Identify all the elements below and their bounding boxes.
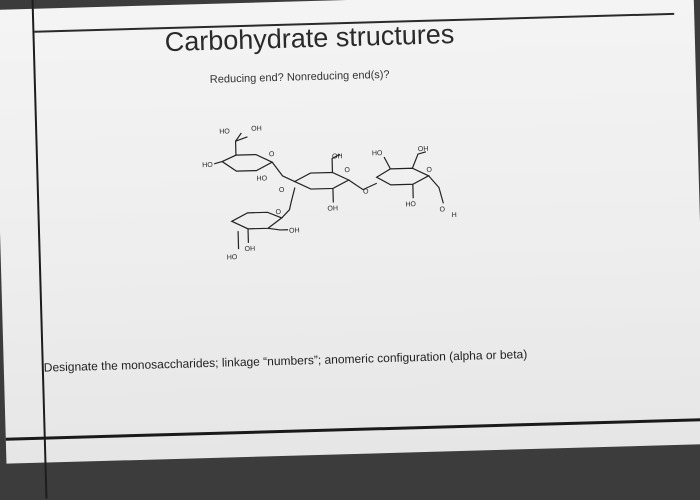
ring-3-ho-bond (384, 157, 390, 169)
structure-bonds (213, 127, 444, 249)
label-ho-bottom: HO (227, 254, 238, 261)
slide-subtitle: Reducing end? Nonreducing end(s)? (210, 69, 390, 86)
ring-3 (376, 168, 428, 185)
label-o-ring3: O (426, 167, 432, 174)
ring-1-exocyclic (235, 133, 242, 155)
label-o-link2: O (363, 188, 369, 195)
label-oh-below2: OH (327, 205, 338, 212)
slide-title: Carbohydrate structures (164, 19, 454, 58)
ring-1-ho-bond (214, 162, 222, 164)
label-ho-top: HO (219, 128, 230, 135)
label-ho-left: HO (202, 162, 213, 169)
glycosidic-bond-1 (272, 162, 295, 183)
slide-left-border (31, 0, 47, 499)
ring-4 (232, 212, 282, 229)
label-oh-ring2: OH (332, 153, 343, 160)
label-o-ring4: O (275, 209, 281, 216)
label-oh-top: OH (251, 125, 262, 132)
ring-4-oh-bond (268, 228, 288, 231)
label-oh-ring3: OH (418, 146, 429, 153)
reducing-end-bond (429, 175, 444, 203)
label-o-end: O (439, 206, 445, 213)
slide-instructions: Designate the monosaccharides; linkage “numbers”; anomeric configuration (alpha or beta) (44, 347, 528, 374)
oligosaccharide-structure (193, 113, 477, 281)
label-h-end: H (452, 212, 457, 219)
label-ho-mid1: HO (257, 175, 268, 182)
ring-3-ch2oh (412, 152, 426, 168)
label-o-ring1: O (269, 151, 275, 158)
ring-2 (294, 172, 348, 190)
ring-1 (222, 154, 272, 171)
label-ho-below3: HO (405, 201, 416, 208)
slide-bottom-border (6, 418, 700, 441)
ring-4-ho-down (238, 231, 239, 249)
label-o-link1: O (279, 187, 285, 194)
label-ho-ring3: HO (372, 150, 383, 157)
structure-labels (201, 120, 458, 262)
label-o-ring2: O (344, 167, 350, 174)
label-oh-below4: OH (244, 246, 255, 253)
label-oh-ring4: OH (289, 227, 300, 234)
